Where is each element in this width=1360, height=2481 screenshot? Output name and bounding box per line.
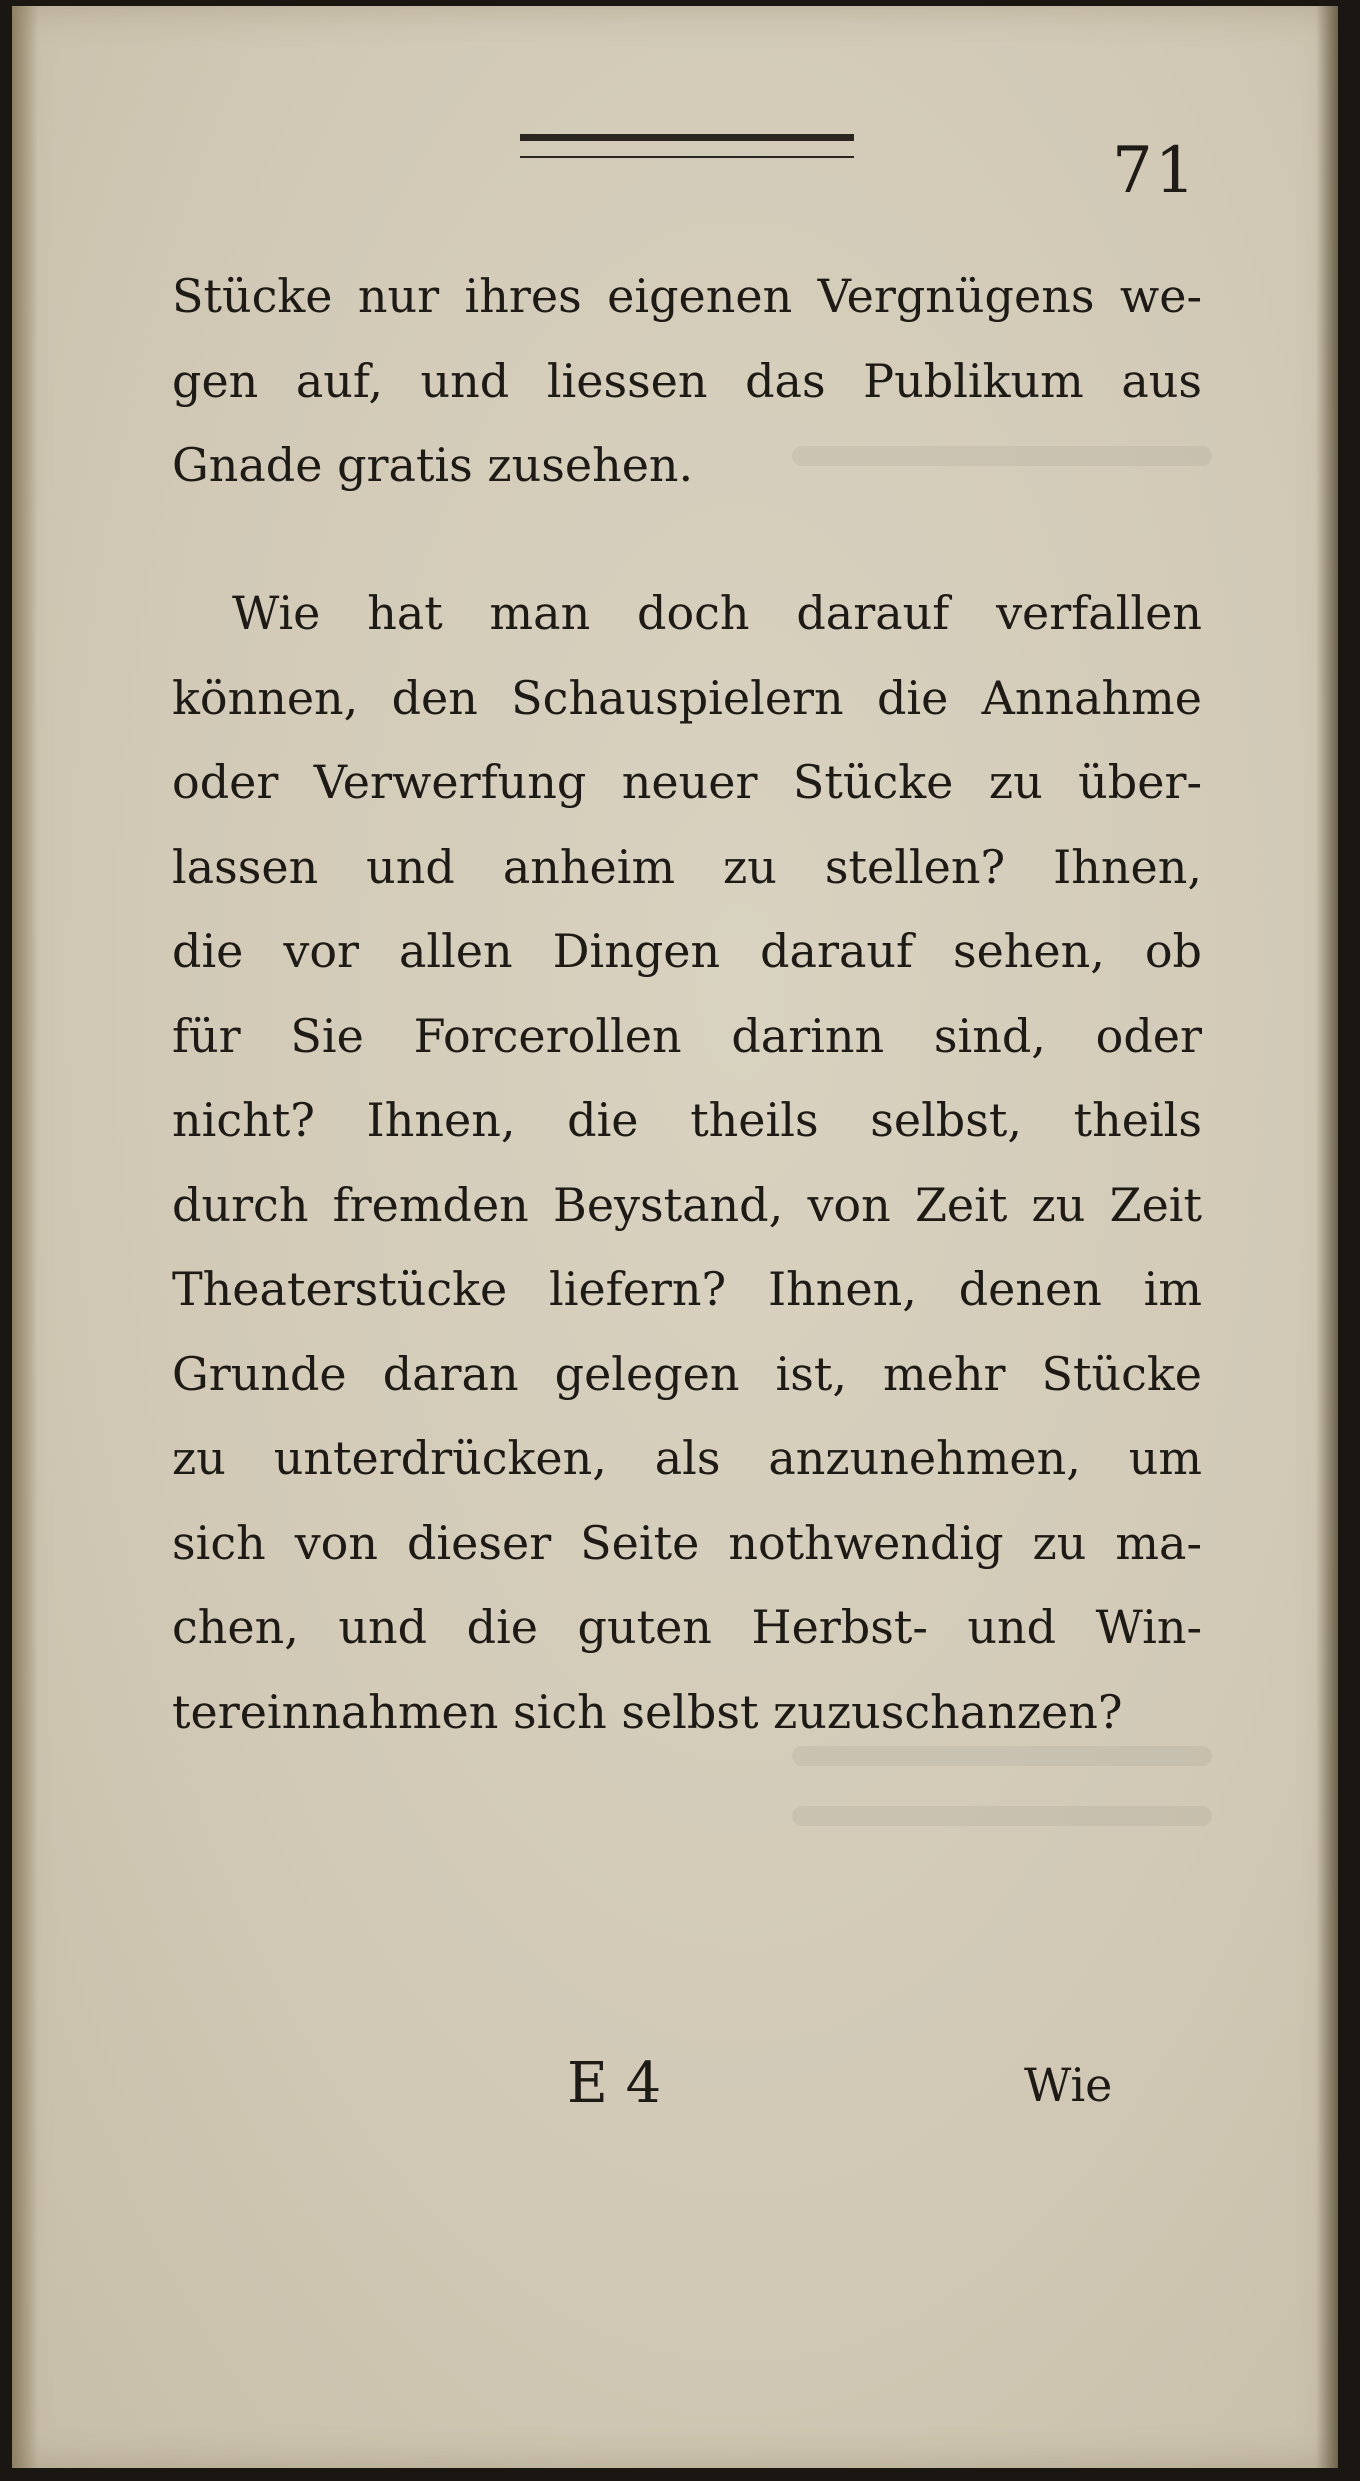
paragraph-1 bbox=[172, 254, 1202, 508]
book-page bbox=[12, 6, 1338, 2468]
text-line: durch fremden Beystand, von Zeit zu Zeit bbox=[172, 1177, 1202, 1232]
header-rule-thick bbox=[520, 134, 854, 141]
signature-mark: E 4 bbox=[567, 2051, 662, 2116]
text-line: Theaterstücke liefern? Ihnen, denen im bbox=[172, 1262, 1202, 1316]
text-line: können, den Schauspielern die Annahme bbox=[172, 670, 1202, 725]
text-line: oder Verwerfung neuer Stücke zu über- bbox=[172, 755, 1202, 809]
text-line: chen, und die guten Herbst- und Win- bbox=[172, 1600, 1202, 1654]
text-line: Wie hat man doch darauf verfallen bbox=[232, 586, 1202, 640]
text-line: nicht? Ihnen, die theils selbst, theils bbox=[172, 1093, 1202, 1147]
show-through-ink bbox=[792, 1806, 1212, 1826]
text-line: Stücke nur ihres eigenen Vergnügens we- bbox=[172, 269, 1202, 323]
catchword: Wie bbox=[1024, 2058, 1113, 2112]
text-line: zu unterdrücken, als anzunehmen, um bbox=[172, 1431, 1202, 1485]
header-rule-thin bbox=[520, 156, 854, 158]
text-line: gen auf, und liessen das Publikum aus bbox=[172, 353, 1202, 408]
text-line: für Sie Forcerollen darinn sind, oder bbox=[172, 1008, 1202, 1063]
paragraph-2 bbox=[172, 571, 1202, 1754]
text-line: die vor allen Dingen darauf sehen, ob bbox=[172, 924, 1202, 978]
text-line: lassen und anheim zu stellen? Ihnen, bbox=[172, 839, 1202, 894]
page-number: 71 bbox=[1112, 134, 1198, 208]
text-line: Grunde daran gelegen ist, mehr Stücke bbox=[172, 1346, 1202, 1401]
text-line: Gnade gratis zusehen. bbox=[172, 438, 694, 492]
text-line: sich von dieser Seite nothwendig zu ma- bbox=[172, 1515, 1202, 1570]
text-line: tereinnahmen sich selbst zuzuschanzen? bbox=[172, 1684, 1123, 1739]
